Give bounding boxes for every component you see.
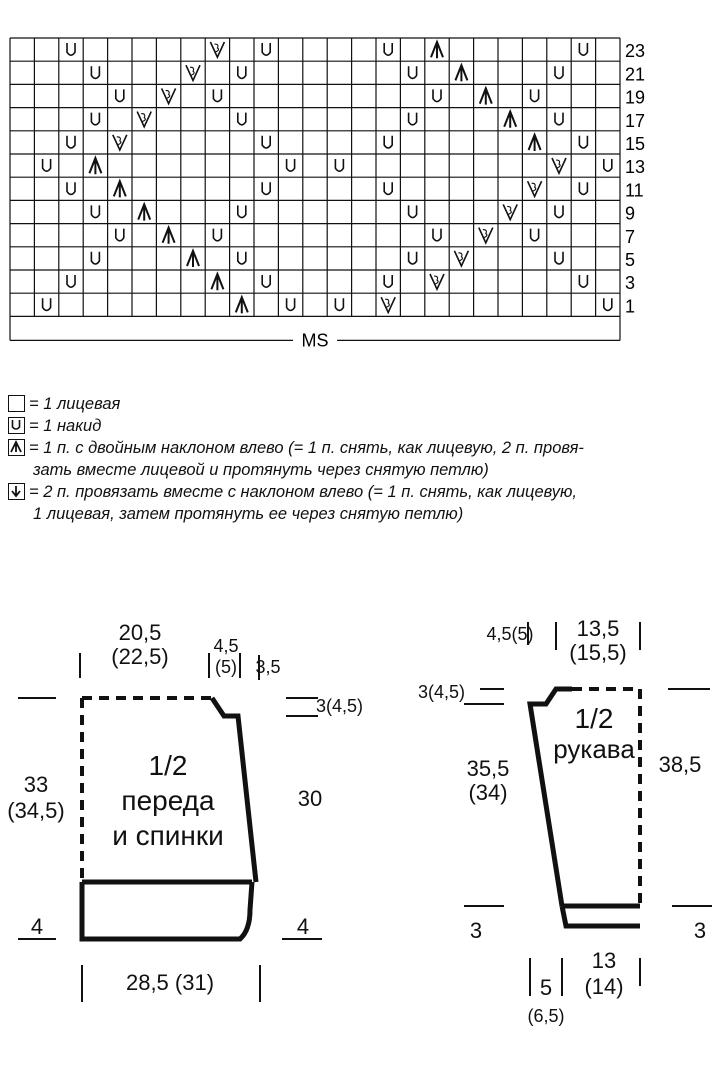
body-title-3: и спинки: [112, 820, 224, 851]
double-decrease-symbol-icon: [8, 439, 25, 456]
row-number: 3: [625, 273, 636, 294]
sleeve-bottom-left-1: 5: [539, 975, 553, 1000]
sleeve-title-1: 1/2: [574, 703, 614, 734]
row-number: 1: [625, 296, 636, 317]
body-bottom-width: 28,5 (31): [125, 970, 215, 995]
yarn-over-symbol: [43, 159, 51, 171]
yarn-over-symbol: [555, 252, 563, 264]
yarn-over-symbol: [262, 43, 270, 55]
yarn-over-symbol: [287, 298, 295, 310]
double-decrease-symbol: [529, 135, 541, 151]
body-top-width-1: 20,5: [118, 620, 162, 645]
yarn-over-symbol: [579, 136, 587, 148]
row-number: 19: [625, 87, 646, 108]
yarn-over-symbol: [238, 252, 246, 264]
yarn-over-symbol: [409, 113, 417, 125]
row-number: 13: [625, 157, 646, 178]
yarn-over-symbol: [91, 113, 99, 125]
yarn-over-symbol: [409, 252, 417, 264]
yarn-over-symbol: [579, 43, 587, 55]
yarn-over-symbol: [579, 182, 587, 194]
yarn-over-symbol: [555, 113, 563, 125]
sleeve-right-height: 38,5: [658, 752, 702, 777]
yarn-over-symbol: [91, 252, 99, 264]
yarn-over-symbol: [67, 136, 75, 148]
legend-single-decrease: [8, 481, 584, 525]
yarn-over-symbol: [433, 89, 441, 101]
yarn-over-symbol: [409, 205, 417, 217]
yarn-over-symbol: [116, 89, 124, 101]
body-neck-depth: 3(4,5): [316, 696, 364, 716]
yarn-over-symbol: [287, 159, 295, 171]
legend-yarn-over: [8, 415, 584, 437]
row-number: 9: [625, 203, 636, 224]
single-decrease-symbol: [137, 112, 151, 127]
body-side-length: 30: [297, 786, 323, 811]
yarn-over-symbol: [91, 205, 99, 217]
yarn-over-symbol: [67, 182, 75, 194]
legend-knit-text: = 1 лицевая: [29, 395, 121, 413]
legend-double-decrease-text-2: зать вместе лицевой и протянуть через снятую петлю): [33, 461, 489, 479]
single-decrease-symbol: [454, 251, 468, 266]
knit-symbol-icon: [8, 395, 25, 412]
repeat-label: MS: [301, 330, 329, 351]
single-decrease-symbol-icon: [8, 483, 25, 500]
yarn-over-symbol: [604, 298, 612, 310]
double-decrease-symbol: [138, 204, 150, 220]
body-top-width-2: (22,5): [111, 644, 169, 669]
body-rib-left: 4: [30, 914, 44, 939]
sleeve-schematic: [418, 616, 712, 1026]
yarn-over-symbol: [335, 298, 343, 310]
yarn-over-symbol: [262, 275, 270, 287]
body-shoulder-drop: 3,5: [255, 657, 281, 677]
yarn-over-symbol: [238, 66, 246, 78]
sleeve-top-left: 4,5(5): [486, 624, 534, 644]
row-number: 7: [625, 226, 636, 247]
sleeve-top-width-1: 13,5: [576, 616, 620, 641]
row-number: 5: [625, 250, 636, 270]
double-decrease-symbol: [211, 274, 223, 290]
sleeve-cuff-left: 3: [469, 918, 483, 943]
yarn-over-symbol: [384, 182, 392, 194]
double-decrease-symbol: [187, 251, 199, 267]
yarn-over-symbol: [67, 275, 75, 287]
sleeve-top-width-2: (15,5): [569, 640, 627, 665]
double-decrease-symbol: [480, 88, 492, 104]
yarn-over-symbol: [116, 229, 124, 241]
body-neck-width-2: (5): [215, 657, 237, 677]
body-title-1: 1/2: [148, 750, 188, 781]
sleeve-bottom-left-2: (6,5): [527, 1006, 565, 1026]
yarn-over-symbol: [555, 66, 563, 78]
stitch-chart: [0, 0, 720, 390]
yarn-over-symbol: [433, 229, 441, 241]
yarn-over-symbol: [604, 159, 612, 171]
single-decrease-symbol: [430, 274, 444, 289]
double-decrease-symbol: [163, 228, 175, 244]
yarn-over-symbol: [213, 229, 221, 241]
body-title-2: переда: [121, 785, 215, 816]
double-decrease-symbol: [504, 112, 516, 128]
row-number: 17: [625, 110, 646, 131]
body-neck-width-1: 4,5: [213, 636, 239, 656]
legend-single-decrease-text-2: 1 лицевая, затем протянуть ее через снятую петлю): [33, 505, 464, 523]
body-height-2: (34,5): [7, 798, 65, 823]
yarn-over-symbol: [384, 136, 392, 148]
yarn-over-symbol: [555, 205, 563, 217]
double-decrease-symbol: [431, 42, 443, 58]
body-rib-right: 4: [296, 914, 310, 939]
yarn-over-symbol-icon: [8, 417, 25, 434]
legend-double-decrease-text-1: = 1 п. с двойным наклоном влево (= 1 п. снять, как лицевую, 2 п. провя-: [29, 439, 584, 457]
legend-knit: [8, 393, 584, 415]
single-decrease-symbol: [552, 158, 566, 173]
yarn-over-symbol: [67, 43, 75, 55]
chart-grid: [10, 38, 620, 316]
double-decrease-symbol: [455, 65, 467, 81]
yarn-over-symbol: [91, 66, 99, 78]
yarn-over-symbol: [384, 275, 392, 287]
single-decrease-symbol: [381, 297, 395, 312]
single-decrease-symbol: [528, 181, 542, 196]
double-decrease-symbol: [114, 181, 126, 197]
chart-legend: [8, 393, 584, 525]
yarn-over-symbol: [531, 229, 539, 241]
body-schematic: [7, 620, 363, 1002]
sleeve-title-2: рукава: [553, 734, 635, 764]
yarn-over-symbol: [262, 182, 270, 194]
yarn-over-symbol: [238, 113, 246, 125]
single-decrease-symbol: [162, 88, 176, 103]
single-decrease-symbol: [503, 204, 517, 219]
repeat-bracket: [10, 316, 620, 350]
yarn-over-symbol: [579, 275, 587, 287]
yarn-over-symbol: [409, 66, 417, 78]
single-decrease-symbol: [479, 228, 493, 243]
yarn-over-symbol: [262, 136, 270, 148]
legend-yarn-over-text: = 1 накид: [29, 417, 102, 435]
single-decrease-symbol: [186, 65, 200, 80]
single-decrease-symbol: [113, 135, 127, 150]
sleeve-bottom-width-1: 13: [591, 948, 617, 973]
double-decrease-symbol: [236, 297, 248, 313]
single-decrease-symbol: [210, 42, 224, 57]
yarn-over-symbol: [384, 43, 392, 55]
row-number: 15: [625, 134, 646, 154]
sleeve-left-height-1: 35,5: [466, 756, 510, 781]
yarn-over-symbol: [531, 89, 539, 101]
sleeve-cuff-right: 3: [693, 918, 707, 943]
legend-double-decrease: [8, 437, 584, 481]
row-number: 23: [625, 41, 646, 62]
yarn-over-symbol: [335, 159, 343, 171]
body-height-1: 33: [23, 772, 49, 797]
sleeve-left-height-2: (34): [468, 780, 508, 805]
double-decrease-symbol: [89, 158, 101, 174]
row-number: 21: [625, 64, 646, 85]
yarn-over-symbol: [43, 298, 51, 310]
sleeve-bottom-width-2: (14): [584, 974, 624, 999]
sleeve-cap-depth: 3(4,5): [418, 682, 466, 702]
yarn-over-symbol: [213, 89, 221, 101]
legend-single-decrease-text-1: = 2 п. провязать вместе с наклоном влево (= 1 п. снять, как лицевую,: [29, 483, 577, 501]
yarn-over-symbol: [238, 205, 246, 217]
row-number: 11: [625, 180, 644, 201]
